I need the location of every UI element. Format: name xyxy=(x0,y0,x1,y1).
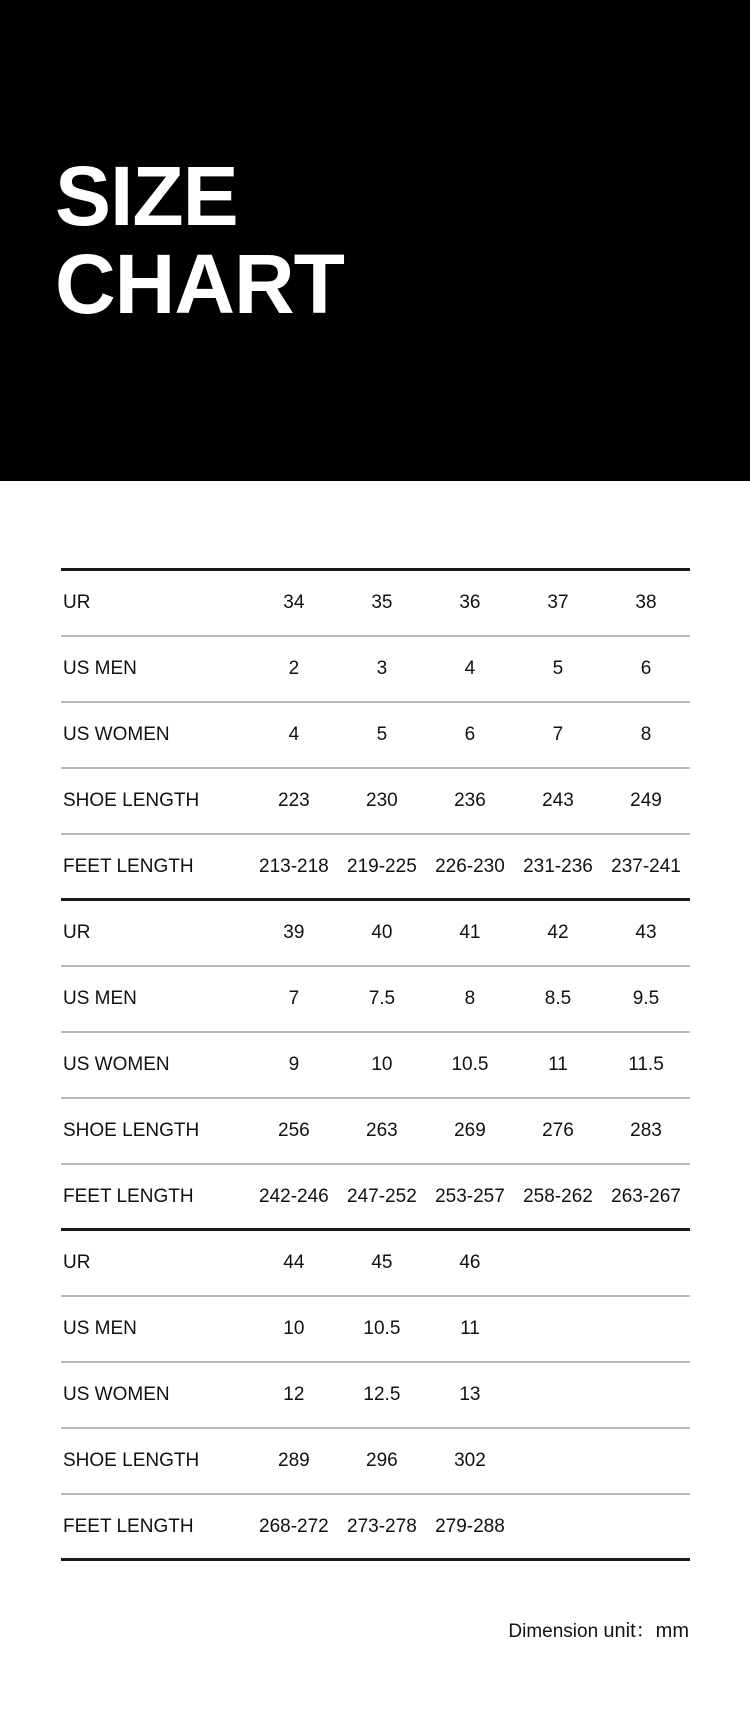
table-cell: 44 xyxy=(283,1252,305,1273)
table-cell: 242-246 xyxy=(259,1185,329,1207)
table-row xyxy=(61,1363,690,1429)
table-cell: 263 xyxy=(366,1120,398,1141)
row-label: SHOE LENGTH xyxy=(63,1120,200,1141)
table-cell: 302 xyxy=(454,1450,486,1471)
table-cell: 249 xyxy=(630,790,662,811)
table-cell: 230 xyxy=(366,790,398,811)
table-cell: 11.5 xyxy=(628,1054,664,1075)
size-table xyxy=(61,901,690,1231)
table-cell: 236 xyxy=(454,790,486,811)
table-cell: 6 xyxy=(464,724,476,745)
row-label: UR xyxy=(63,592,91,613)
table-cell: 237-241 xyxy=(611,855,681,877)
table-cell: 289 xyxy=(278,1450,310,1471)
table-cell: 45 xyxy=(371,1252,393,1273)
row-label: US WOMEN xyxy=(63,724,170,745)
table-cell: 12.5 xyxy=(363,1384,401,1405)
table-row xyxy=(61,1429,690,1495)
row-label: FEET LENGTH xyxy=(63,855,194,877)
table-cell: 253-257 xyxy=(435,1185,505,1207)
table-cell: 6 xyxy=(640,658,652,679)
table-row xyxy=(61,1231,690,1297)
table-cell: 223 xyxy=(278,790,310,811)
table-cell: 9.5 xyxy=(632,988,660,1009)
table-cell: 10.5 xyxy=(451,1054,489,1075)
table-cell: 268-272 xyxy=(259,1515,329,1537)
table-cell: 296 xyxy=(366,1450,398,1471)
table-cell: 46 xyxy=(459,1252,481,1273)
table-cell: 13 xyxy=(459,1384,481,1405)
table-row xyxy=(61,703,690,769)
size-table xyxy=(61,1231,690,1561)
table-cell: 41 xyxy=(459,922,481,943)
table-cell: 4 xyxy=(464,658,476,679)
table-cell: 11 xyxy=(460,1318,480,1339)
table-cell: 8 xyxy=(640,724,652,745)
row-label: US WOMEN xyxy=(63,1384,170,1405)
row-label: FEET LENGTH xyxy=(63,1185,194,1207)
table-cell: 42 xyxy=(547,922,569,943)
table-row xyxy=(61,1033,690,1099)
table-row xyxy=(61,1099,690,1165)
table-cell: 11 xyxy=(548,1054,568,1075)
row-label: SHOE LENGTH xyxy=(63,1450,200,1471)
table-cell: 12 xyxy=(283,1384,305,1405)
table-cell: 273-278 xyxy=(347,1515,417,1537)
table-cell: 269 xyxy=(454,1120,486,1141)
page-title xyxy=(55,149,344,331)
table-cell: 243 xyxy=(542,790,574,811)
table-row xyxy=(61,571,690,637)
table-cell: 10.5 xyxy=(363,1318,401,1339)
size-table xyxy=(61,568,690,901)
table-cell: 9 xyxy=(288,1054,300,1075)
table-cell: 213-218 xyxy=(259,855,329,877)
table-cell: 34 xyxy=(283,592,305,613)
table-row xyxy=(61,637,690,703)
title-line-2: CHART xyxy=(55,237,344,331)
size-tables xyxy=(61,568,690,1561)
table-cell: 231-236 xyxy=(523,855,593,877)
table-cell: 40 xyxy=(371,922,393,943)
table-cell: 7 xyxy=(288,988,300,1009)
row-label: UR xyxy=(63,1252,91,1273)
table-cell: 35 xyxy=(371,592,393,613)
table-cell: 258-262 xyxy=(523,1185,593,1207)
dimension-unit-note xyxy=(508,1614,689,1643)
table-cell: 256 xyxy=(278,1120,310,1141)
table-cell: 2 xyxy=(288,658,300,679)
table-cell: 283 xyxy=(630,1120,662,1141)
table-cell: 226-230 xyxy=(435,855,505,877)
table-cell: 247-252 xyxy=(347,1185,417,1207)
table-row xyxy=(61,901,690,967)
table-cell: 43 xyxy=(635,922,657,943)
table-cell: 5 xyxy=(376,724,388,745)
row-label: SHOE LENGTH xyxy=(63,790,200,811)
table-row xyxy=(61,1165,690,1231)
row-label: UR xyxy=(63,922,91,943)
table-cell: 4 xyxy=(288,724,300,745)
table-cell: 219-225 xyxy=(347,855,417,877)
table-cell: 7 xyxy=(552,724,564,745)
table-cell: 3 xyxy=(376,658,388,679)
table-row xyxy=(61,967,690,1033)
row-label: FEET LENGTH xyxy=(63,1515,194,1537)
table-cell: 8 xyxy=(464,988,476,1009)
table-cell: 276 xyxy=(542,1120,574,1141)
row-label: US WOMEN xyxy=(63,1054,170,1075)
dimension-label: Dimension xyxy=(508,1621,599,1642)
table-cell: 37 xyxy=(547,592,569,613)
table-cell: 8.5 xyxy=(544,988,572,1009)
table-row xyxy=(61,769,690,835)
table-cell: 39 xyxy=(283,922,305,943)
row-label: US MEN xyxy=(63,988,137,1009)
table-cell: 263-267 xyxy=(611,1185,681,1207)
table-cell: 279-288 xyxy=(435,1515,505,1537)
table-cell: 10 xyxy=(283,1318,305,1339)
table-row xyxy=(61,835,690,901)
table-cell: 7.5 xyxy=(368,988,396,1009)
table-row xyxy=(61,1297,690,1363)
table-row xyxy=(61,1495,690,1561)
table-cell: 5 xyxy=(552,658,564,679)
table-cell: 36 xyxy=(459,592,481,613)
title-line-1: SIZE xyxy=(55,149,238,243)
unit-label: unit：mm xyxy=(603,1620,689,1642)
hero-banner xyxy=(0,0,750,481)
row-label: US MEN xyxy=(63,658,137,679)
table-cell: 10 xyxy=(371,1054,393,1075)
table-cell: 38 xyxy=(635,592,657,613)
row-label: US MEN xyxy=(63,1318,137,1339)
